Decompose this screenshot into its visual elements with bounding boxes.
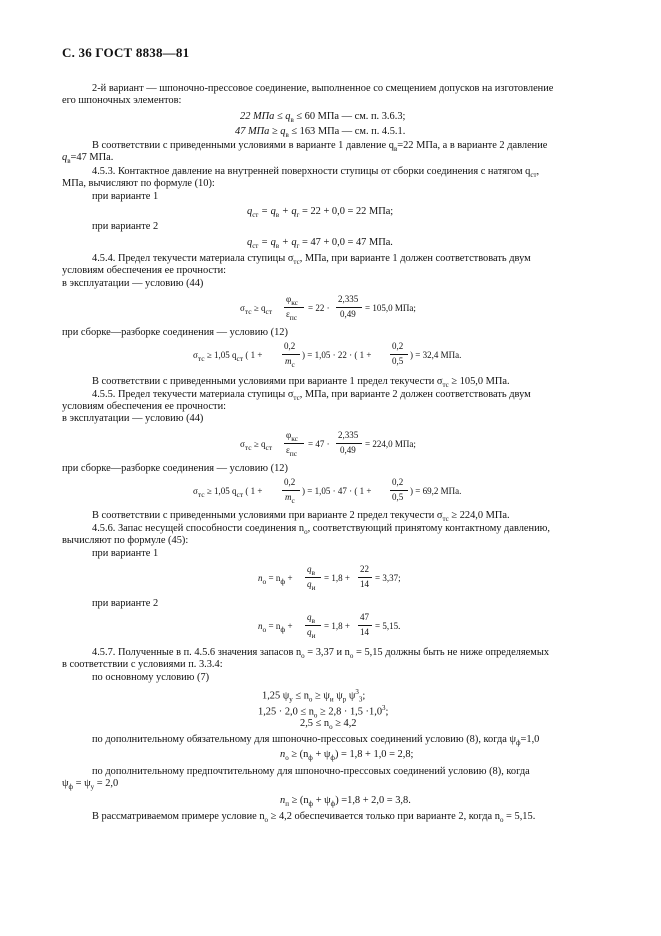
- text-line: его шпоночных элементов:: [62, 95, 182, 106]
- text-line: условиям обеспечения ее прочности:: [62, 265, 227, 276]
- text-line: В соответствии с приведенными условиями в варианте 1 давление $q_в=22$ МПа, а в варианте 2 давление: [92, 140, 548, 154]
- text-line: В рассматриваемом примере условие $n_о \ge 4,2$ обеспечивается только при варианте 2, когда $n_о = 5,15$.: [92, 811, 536, 825]
- formula-line: $2,5 \le n_о \ge 4,2$: [300, 718, 357, 732]
- text-line: 4.5.5. Предел текучести материала ступицы $\sigma_{тс}$, МПа, при варианте 2 должен соответствовать двум: [92, 389, 531, 403]
- page-header: С. 36 ГОСТ 8838—81: [62, 45, 190, 60]
- text-line: в эксплуатации — условию (44): [62, 278, 204, 289]
- text-line: по дополнительному обязательному для шпоночно-прессовых соединений условию (8), когда $\psi_ф=1,0$: [92, 734, 540, 748]
- text-line: по дополнительному предпочтительному для шпоночно-прессовых соединений условию (8), когда: [92, 766, 530, 777]
- formula-line: $n_о \ge (n_ф + \psi_ф) = 1,8 + 1,0 = 2,8$;: [280, 749, 414, 763]
- text-line: при сборке—разборке соединения — условию (12): [62, 463, 288, 474]
- text-line: 2-й вариант — шпоночно-прессовое соединение, выполненное со смещением допусков на изготовление: [92, 83, 554, 94]
- text-line: вычисляют по формуле (45):: [62, 535, 189, 546]
- text-line: при варианте 2: [92, 221, 159, 232]
- text-line: при сборке—разборке соединения — условию (12): [62, 327, 288, 338]
- text-line: при варианте 1: [92, 191, 159, 202]
- text-line: при варианте 2: [92, 598, 159, 609]
- text-line: при варианте 1: [92, 548, 159, 559]
- text-line: $\psi_ф = \psi_у = 2,0$: [62, 778, 119, 792]
- text-line: условиям обеспечения ее прочности:: [62, 401, 227, 412]
- text-line: В соответствии с приведенными условиями при варианте 2 предел текучести $\sigma_{тс} \ge 224,0$ МПа.: [92, 510, 510, 524]
- text-line: 4.5.6. Запас несущей способности соединения $n_о$, соответствующий принятому контактному давлению,: [92, 523, 551, 537]
- text-line: В соответствии с приведенными условиями при варианте 1 предел текучести $\sigma_{тс} \ge 105,0$ МПа.: [92, 376, 510, 390]
- text-line: 4.5.4. Предел текучести материала ступицы $\sigma_{тс}$, МПа, при варианте 1 должен соответствовать двум: [92, 253, 531, 267]
- text-line: по основному условию (7): [92, 672, 210, 683]
- inequality-line: 22 МПа ≤ $q_в \le 60$ МПа — см. п. 3.6.3;: [240, 111, 406, 125]
- formula-line: 1,25 $\psi_у \le n_о \ge \psi_и$ $\psi_р$ $\psi^3_3$;: [262, 688, 366, 704]
- text-line: $q_в=47$ МПа.: [62, 152, 114, 166]
- formula-line: $q_{ст} = q_в + q_г = 22 + 0,0 = 22$ МПа;: [247, 206, 394, 220]
- text-line: МПа, вычисляют по формуле (10):: [62, 178, 215, 189]
- text-line: 4.5.3. Контактное давление на внутренней поверхности ступицы от сборки соединения с натягом $q_{ст}$,: [92, 166, 540, 180]
- formula-line: $1,25 \cdot 2,0 \le n_о \ge 2,8 \cdot 1,5 \cdot 1,0^3$;: [258, 704, 389, 720]
- formula-line: $n_п \ge (n_ф + \psi_ф) =1,8 + 2,0 = 3,8$.: [280, 795, 411, 809]
- text-line: в эксплуатации — условию (44): [62, 413, 204, 424]
- inequality-line: 47 МПа ≥ $q_в \le 163$ МПа — см. п. 4.5.1.: [235, 126, 406, 140]
- text-line: 4.5.7. Полученные в п. 4.5.6 значения запасов $n_о = 3,37$ и $n_о = 5,15$ должны быть не ниже определяемых: [92, 647, 550, 661]
- formula-line: $q_{ст} = q_в + q_г = 47 + 0,0 = 47$ МПа.: [247, 237, 393, 251]
- text-line: в соответствии с условиями п. 3.3.4:: [62, 659, 223, 670]
